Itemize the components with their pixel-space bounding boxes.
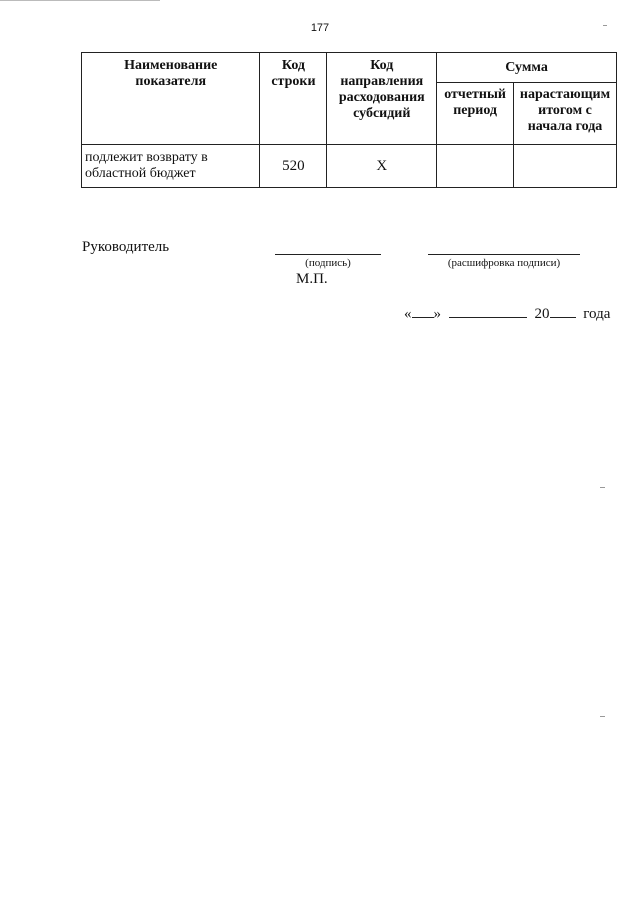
month-field[interactable] [449, 304, 527, 318]
page-number: 177 [310, 22, 330, 34]
row-sum-cumulative-cell[interactable] [514, 145, 617, 188]
scan-speck [603, 25, 607, 26]
report-table [81, 52, 617, 188]
row-indicator-name: подлежит возврату в областной бюджет [82, 145, 260, 188]
signature-line[interactable] [275, 254, 381, 255]
row-direction-code-cell: X [327, 145, 437, 188]
date-open-quote: « [404, 306, 412, 322]
header-row-code: Код строки [260, 53, 327, 145]
signature-caption: (подпись) [305, 257, 351, 269]
header-sum: Сумма [437, 53, 617, 83]
year-prefix: 20 [534, 306, 550, 322]
header-direction-code: Код направления расходования субсидий [327, 53, 437, 145]
date-line [404, 304, 614, 323]
header-sum-cumulative: нарастающим итогом с начала года [514, 83, 617, 145]
table-row [82, 145, 617, 188]
scan-speck [600, 716, 605, 717]
year-field[interactable] [550, 304, 576, 318]
stamp-placeholder: М.П. [296, 271, 328, 287]
decoding-line[interactable] [428, 254, 580, 255]
row-sum-period-cell[interactable] [437, 145, 514, 188]
day-field[interactable] [412, 304, 434, 318]
header-sum-period: отчетный период [437, 83, 514, 145]
decoding-caption: (расшифровка подписи) [447, 257, 561, 269]
scan-edge-line [0, 0, 160, 1]
signer-role: Руководитель [82, 239, 170, 255]
year-suffix: года [583, 306, 611, 322]
header-indicator-name: Наименование показателя [82, 53, 260, 145]
date-close-quote: » [433, 306, 441, 322]
scan-speck [600, 487, 605, 488]
row-code-cell: 520 [260, 145, 327, 188]
